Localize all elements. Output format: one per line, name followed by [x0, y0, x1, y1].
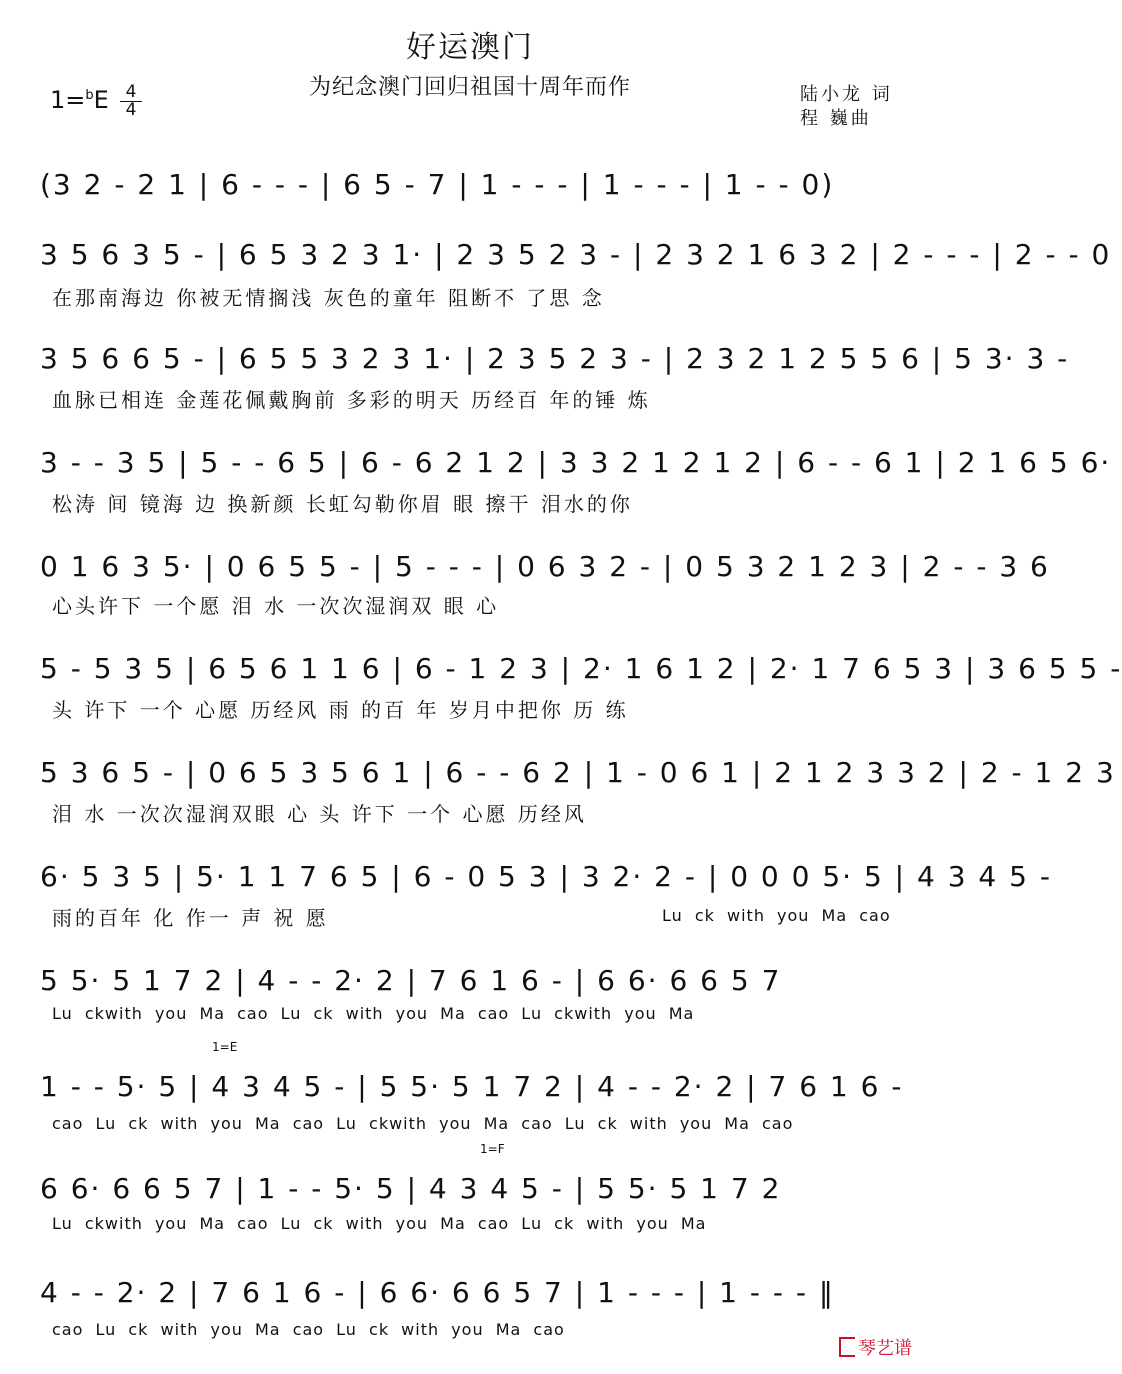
score-line-1-notes: (3 2 - 2 1 | 6 - - - | 6 5 - 7 | 1 - - - | 1 - - - | 1 - - 0): [40, 168, 835, 201]
score-line-7-notes: 5 3 6 5 - | 0 6 5 3 5 6 1 | 6 - - 6 2 | 1 - 0 6 1 | 2 1 2 3 3 2 | 2 - 1 2 3: [40, 756, 1116, 789]
flat-accidental: b: [85, 88, 94, 103]
key-change-mark-2: 1=F: [480, 1142, 505, 1156]
logo-icon: [839, 1337, 855, 1357]
score-line-7-lyrics: 泪 水 一次次湿润双眼 心 头 许下 一个 心愿 历经风: [52, 802, 587, 826]
score-line-5-notes: 0 1 6 3 5· | 0 6 5 5 - | 5 - - - | 0 6 3 2 - | 0 5 3 2 1 2 3 | 2 - - 3 6: [40, 550, 1050, 583]
watermark-logo: [839, 1334, 912, 1360]
time-signature: [120, 84, 142, 119]
meter-bottom: 4: [125, 100, 137, 120]
key-change-mark-1: 1=E: [212, 1040, 238, 1054]
score-line-11-notes: 6 6· 6 6 5 7 | 1 - - 5· 5 | 4 3 4 5 - | 5 5· 5 1 7 2: [40, 1172, 782, 1205]
score-line-10-notes: 1 - - 5· 5 | 4 3 4 5 - | 5 5· 5 1 7 2 | 4 - - 2· 2 | 7 6 1 6 -: [40, 1070, 904, 1103]
score-line-8-notes: 6· 5 3 5 | 5· 1 1 7 6 5 | 6 - 0 5 3 | 3 2· 2 - | 0 0 0 5· 5 | 4 3 4 5 -: [40, 860, 1052, 893]
composer-credit: 程 巍曲: [800, 108, 872, 129]
score-line-9-lyrics-en: Lu ckwith you Ma cao Lu ck with you Ma cao Lu ckwith you Ma: [52, 1004, 695, 1023]
lyricist-credit: 陆小龙 词: [800, 84, 893, 105]
song-subtitle: 为纪念澳门回归祖国十周年而作: [308, 75, 631, 100]
score-line-11-lyrics-en: Lu ckwith you Ma cao Lu ck with you Ma cao Lu ck with you Ma: [52, 1214, 707, 1233]
score-line-8-lyrics-en: Lu ck with you Ma cao: [662, 906, 891, 925]
key-signature: 1=$^b$E: [50, 86, 109, 114]
score-line-4-notes: 3 - - 3 5 | 5 - - 6 5 | 6 - 6 2 1 2 | 3 3 2 1 2 1 2 | 6 - - 6 1 | 2 1 6 5 6·: [40, 446, 1112, 479]
song-title: 好运澳门: [406, 30, 534, 65]
score-line-4-lyrics: 松涛 间 镜海 边 换新颜 长虹勾勒你眉 眼 擦干 泪水的你: [52, 492, 633, 516]
watermark-text: 琴艺谱: [858, 1338, 912, 1359]
score-line-12-notes: 4 - - 2· 2 | 7 6 1 6 - | 6 6· 6 6 5 7 | 1 - - - | 1 - - - ‖: [40, 1276, 835, 1309]
meter-top: 4: [120, 84, 142, 102]
score-line-6-lyrics: 头 许下 一个 心愿 历经风 雨 的百 年 岁月中把你 历 练: [52, 698, 629, 722]
score-line-2-lyrics: 在那南海边 你被无情搁浅 灰色的童年 阻断不 了思 念: [52, 286, 605, 310]
score-line-3-lyrics: 血脉已相连 金莲花佩戴胸前 多彩的明天 历经百 年的锤 炼: [52, 388, 651, 412]
score-line-10-lyrics-en: cao Lu ck with you Ma cao Lu ckwith you Ma cao Lu ck with you Ma cao: [52, 1114, 794, 1133]
score-line-5-lyrics: 心头许下 一个愿 泪 水 一次次湿润双 眼 心: [52, 594, 500, 618]
score-line-12-lyrics-en: cao Lu ck with you Ma cao Lu ck with you Ma cao: [52, 1320, 565, 1339]
score-line-3-notes: 3 5 6 6 5 - | 6 5 5 3 2 3 1· | 2 3 5 2 3 - | 2 3 2 1 2 5 5 6 | 5 3· 3 -: [40, 342, 1070, 375]
score-line-9-notes: 5 5· 5 1 7 2 | 4 - - 2· 2 | 7 6 1 6 - | 6 6· 6 6 5 7: [40, 964, 782, 997]
score-line-6-notes: 5 - 5 3 5 | 6 5 6 1 1 6 | 6 - 1 2 3 | 2· 1 6 1 2 | 2· 1 7 6 5 3 | 3 6 5 5 -: [40, 652, 1122, 685]
score-line-8-lyrics: 雨的百年 化 作一 声 祝 愿: [52, 906, 329, 930]
score-line-2-notes: 3 5 6 3 5 - | 6 5 3 2 3 1· | 2 3 5 2 3 - | 2 3 2 1 6 3 2 | 2 - - - | 2 - - 0: [40, 238, 1112, 271]
